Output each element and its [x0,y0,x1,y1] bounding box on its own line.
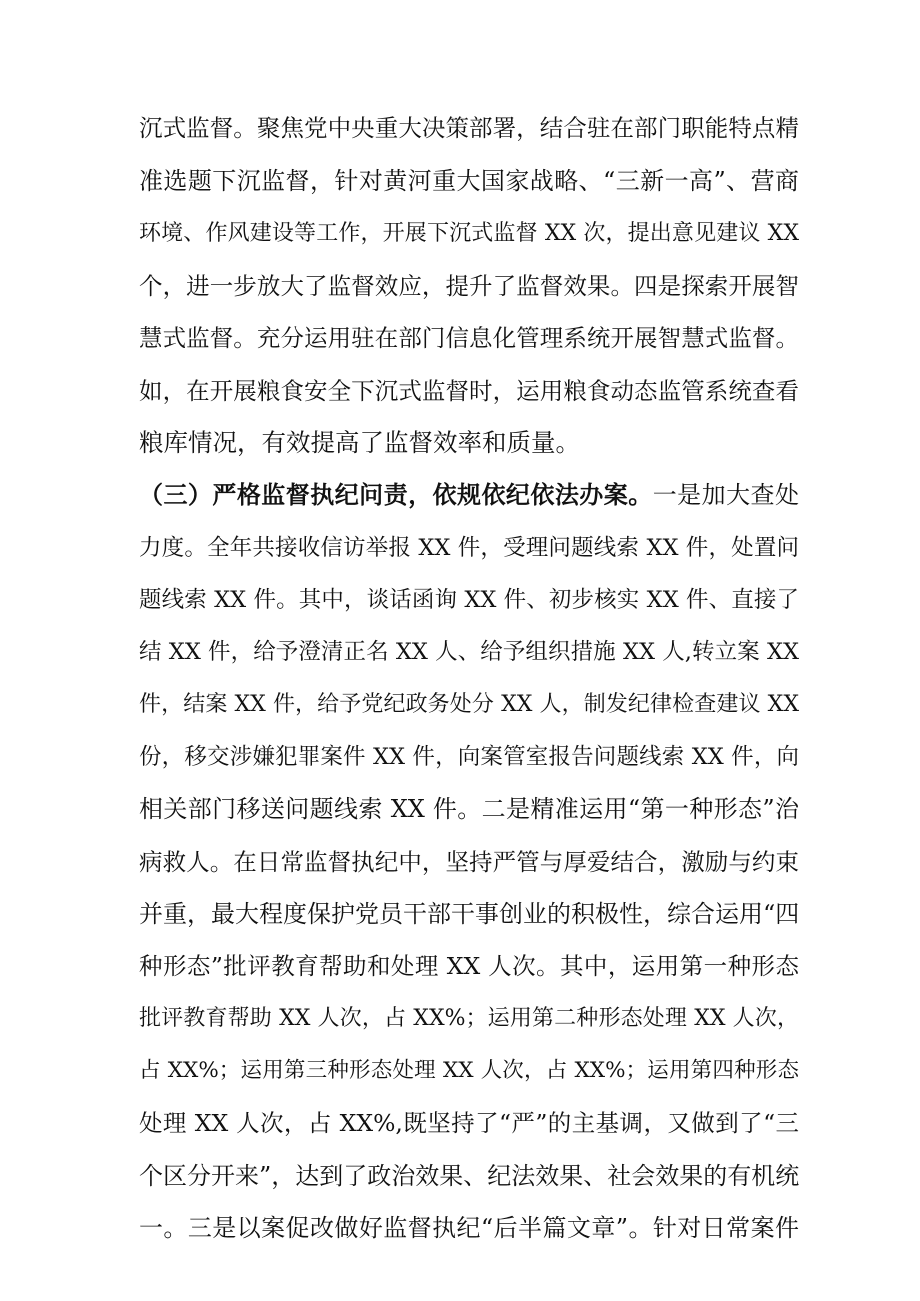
paragraph-2-line-4: 结 XX 件，给予澄清正名 XX 人、给予组织措施 XX 人,转立案 XX [139,639,799,665]
paragraph-2-line-7: 相关部门移送问题线索 XX 件。二是精准运用“第一种形态”治 [139,795,799,823]
paragraph-2-line-11: 批评教育帮助 XX 人次，占 XX%；运用第二种形态处理 XX 人次， [139,1006,799,1031]
paragraph-2-line-14: 个区分开来”，达到了政治效果、纪法效果、社会效果的有机统 [139,1162,800,1190]
paragraph-2-line-9: 并重，最大程度保护党员干部干事创业的积极性，综合运用“四 [139,900,800,928]
paragraph-2-line-1 [139,475,799,515]
paragraph-2-line-12: 占 XX%；运用第三种形态处理 XX 人次，占 XX%；运用第四种形态 [139,1058,799,1083]
paragraph-1-line-4: 个，进一步放大了监督效应，提升了监督效果。四是探索开展智 [139,272,799,300]
paragraph-2-line-1-rest: 一是加大查处 [652,481,800,509]
paragraph-1-line-5: 慧式监督。充分运用驻在部门信息化管理系统开展智慧式监督。 [139,324,799,352]
paragraph-2-line-10: 种形态”批评教育帮助和处理 XX 人次。其中，运用第一种形态 [139,952,799,980]
paragraph-2-line-3: 题线索 XX 件。其中，谈话函询 XX 件、初步核实 XX 件、直接了 [139,587,799,613]
paragraph-2-line-13: 处理 XX 人次，占 XX%,既坚持了“严”的主基调，又做到了“三 [139,1109,799,1137]
paragraph-2-line-5: 件，结案 XX 件，给予党纪政务处分 XX 人，制发纪律检查建议 XX [139,692,799,717]
paragraph-1-line-7: 粮库情况，有效提高了监督效率和质量。 [139,428,580,457]
paragraph-2-line-2: 力度。全年共接收信访举报 XX 件，受理问题线索 XX 件，处置问 [139,535,799,561]
section-heading: （三）严格监督执纪问责，依规依纪依法办案。 [139,481,653,509]
paragraph-1-line-3: 环境、作风建设等工作，开展下沉式监督 XX 次，提出意见建议 XX [139,221,799,246]
paragraph-2-line-6: 份，移交涉嫌犯罪案件 XX 件，向案管室报告问题线索 XX 件，向 [139,744,799,770]
paragraph-2-line-8: 病救人。在日常监督执纪中，坚持严管与厚爱结合，激励与约束 [139,848,799,876]
paragraph-1-line-1: 沉式监督。聚焦党中央重大决策部署，结合驻在部门职能特点精 [139,114,799,142]
paragraph-2-line-15: 一。三是以案促改做好监督执纪“后半篇文章”。针对日常案件 [139,1214,799,1242]
paragraph-1-line-2: 准选题下沉监督，针对黄河重大国家战略、“三新一高”、营商 [139,167,799,195]
paragraph-1-line-6: 如，在开展粮食安全下沉式监督时，运用粮食动态监管系统查看 [139,377,799,405]
